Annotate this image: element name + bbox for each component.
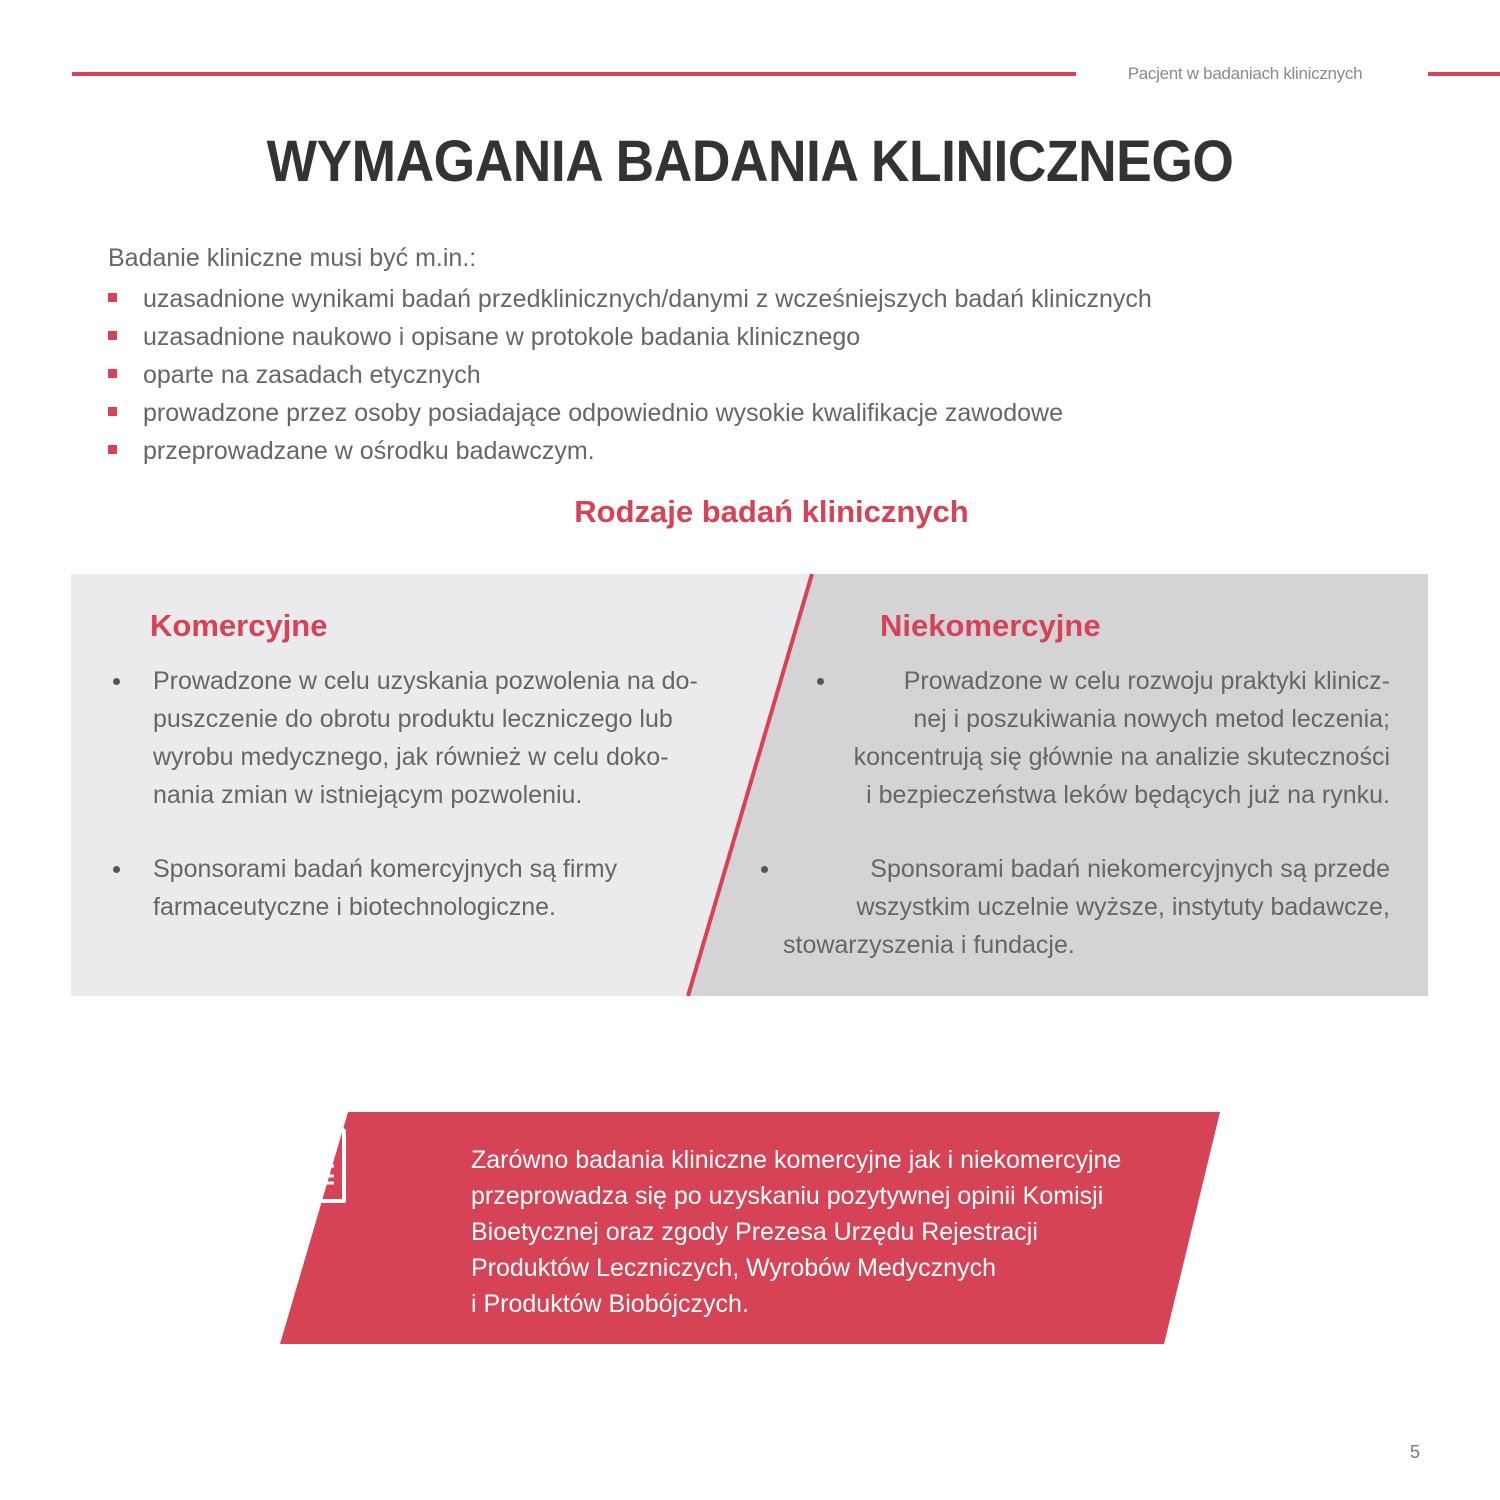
commercial-title: Komercyjne — [150, 608, 328, 643]
text-line: wyrobu medycznego, jak również w celu doko- — [153, 743, 669, 771]
commercial-point-1 — [153, 662, 743, 814]
noncommercial-point-2 — [783, 850, 1390, 964]
section-heading: Rodzaje badań klinicznych — [574, 494, 969, 529]
text-line: wszystkim uczelnie wyższe, instytuty badawcze, — [856, 893, 1390, 921]
list-item-text: oparte na zasadach etycznych — [143, 361, 481, 389]
commercial-point-2 — [153, 850, 713, 926]
header-rule-right — [1428, 72, 1500, 76]
text-line: nania zmian w istniejącym pozwoleniu. — [153, 781, 583, 809]
list-item-text: prowadzone przez osoby posiadające odpowiednio wysokie kwalifikacje zawodowe — [143, 399, 1063, 427]
text-line: stowarzyszenia i fundacje. — [783, 931, 1075, 959]
list-item — [108, 320, 1152, 358]
running-head: Pacjent w badaniach klinicznych — [1127, 64, 1363, 83]
text-line: Sponsorami badań komercyjnych są firmy — [153, 855, 618, 883]
text-line: farmaceutyczne i biotechnologiczne. — [153, 893, 557, 921]
list-item — [108, 396, 1152, 434]
text-line: Zarówno badania kliniczne komercyjne jak i niekomercyjne — [471, 1146, 1122, 1174]
text-line: Produktów Leczniczych, Wyrobów Medycznych — [471, 1254, 996, 1282]
page-title: WYMAGANIA BADANIA KLINICZNEGO — [266, 129, 1234, 194]
text-line: koncentrują się głównie na analizie skuteczności — [853, 743, 1390, 771]
square-bullet-icon — [108, 407, 117, 416]
header-rule-left — [72, 72, 1076, 76]
square-bullet-icon — [108, 445, 117, 454]
page-number: 5 — [1410, 1442, 1421, 1462]
square-bullet-icon — [108, 293, 117, 302]
text-line: puszczenie do obrotu produktu leczniczego lub — [153, 705, 673, 733]
text-line: Sponsorami badań niekomercyjnych są przede — [870, 855, 1390, 883]
text-line: i bezpieczeństwa leków będących już na rynku. — [866, 781, 1390, 809]
comparison-panel — [71, 574, 1428, 996]
list-item — [108, 282, 1152, 320]
text-line: przeprowadza się po uzyskaniu pozytywnej opinii Komisji — [471, 1182, 1104, 1210]
square-bullet-icon — [108, 369, 117, 378]
document-icon — [280, 1112, 348, 1204]
text-line: Prowadzone w celu uzyskania pozwolenia na do- — [153, 667, 698, 695]
requirements-list — [108, 282, 1152, 472]
text-line: nej i poszukiwania nowych metod leczenia; — [913, 705, 1390, 733]
callout-text — [471, 1142, 1191, 1322]
requirements-intro: Badanie kliniczne musi być m.in.: — [108, 244, 477, 272]
square-bullet-icon — [108, 331, 117, 340]
list-item-text: uzasadnione naukowo i opisane w protokole badania klinicznego — [143, 323, 861, 351]
noncommercial-point-1 — [791, 662, 1390, 814]
list-item — [108, 434, 1152, 472]
noncommercial-title: Niekomercyjne — [880, 608, 1101, 643]
bullet-dot-icon — [113, 678, 120, 685]
list-item — [108, 358, 1152, 396]
info-callout — [280, 1112, 1220, 1344]
text-line: Prowadzone w celu rozwoju praktyki klinicz- — [903, 667, 1390, 695]
list-item-text: przeprowadzane w ośrodku badawczym. — [143, 437, 595, 465]
text-line: Bioetycznej oraz zgody Prezesa Urzędu Rejestracji — [471, 1218, 1038, 1246]
bullet-dot-icon — [113, 866, 120, 873]
text-line: i Produktów Biobójczych. — [471, 1290, 749, 1318]
list-item-text: uzasadnione wynikami badań przedklinicznych/danymi z wcześniejszych badań klinicznych — [143, 285, 1152, 313]
bullet-dot-icon — [761, 866, 768, 873]
